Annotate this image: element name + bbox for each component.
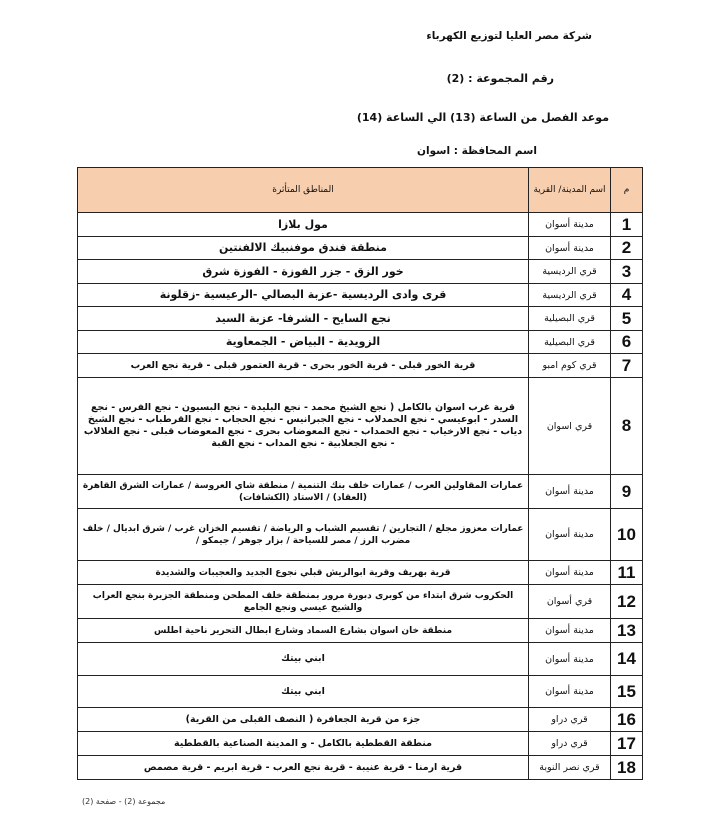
page-footer: مجموعة (2) - صفحة (2)	[82, 797, 166, 806]
row-number: 15	[611, 676, 643, 708]
column-header-areas: المناطق المتأثرة	[78, 168, 529, 213]
row-number: 9	[611, 475, 643, 509]
row-number: 18	[611, 756, 643, 780]
row-areas: منطقة خان اسوان بشارع السماد وشارع ابطال التحرير ناحية اطلس	[78, 619, 529, 643]
row-areas: منطقة القططية بالكامل - و المدينة الصناعية بالقططية	[78, 732, 529, 756]
row-areas: نجع السايح - الشرفا- عزبة السيد	[78, 307, 529, 331]
row-number: 14	[611, 643, 643, 676]
row-areas: قرية غرب اسوان بالكامل ( نجع الشيخ محمد - نجع البليدة - نجع البسيون - نجع الفرس - نجع السدر - ابوعيسي - نجع الحمدلاب - نجع الجبرانيس - نجع الحجاب - نجع القرطباب - نجع الشيخ دياب - نجع الارخياب - نجع الحمداب - نجع المعوضاب بحرى - نجع المعوضاب قبلى - نجع الغلالاب - نجع الجعلابية - نجع المداب - نجع القبة	[78, 378, 529, 475]
row-areas: خور الزق - جزر الفوزة - الفوزة شرق	[78, 260, 529, 284]
row-areas: منطقة فندق موفنبيك الالفنتين	[78, 237, 529, 260]
table-header-row	[78, 168, 643, 213]
row-number: 6	[611, 331, 643, 354]
company-name: شركة مصر العليا لتوزيع الكهرباء	[426, 30, 592, 42]
row-areas: مول بلازا	[78, 213, 529, 237]
row-city: مدينة أسوان	[529, 213, 611, 237]
row-areas: جزء من قرية الجعافرة ( النصف القبلى من القرية)	[78, 708, 529, 732]
table-row	[78, 378, 643, 475]
table-row	[78, 237, 643, 260]
table-row	[78, 475, 643, 509]
row-areas: عمارات المقاولين العرب / عمارات خلف بنك التنمية / منطقة شاي العروسة / عمارات الشرق القاهرة (العقاد) / الاستاد (الكشافات)	[78, 475, 529, 509]
row-areas: عمارات معزوز مجلع / التجارين / تقسيم الشباب و الرياضة / تقسيم الخزان غرب / شرق ابديال / خلف مضرب الرز / مصر للسياحة / بزار جوهر / جيمكو /	[78, 509, 529, 561]
row-number: 12	[611, 585, 643, 619]
table-row	[78, 354, 643, 378]
cut-time: موعد الفصل من الساعة (13) الي الساعة (14)	[356, 111, 609, 124]
table-row	[78, 331, 643, 354]
row-city: مدينة أسوان	[529, 561, 611, 585]
table-row	[78, 756, 643, 780]
table-row	[78, 676, 643, 708]
table-row	[78, 509, 643, 561]
row-number: 10	[611, 509, 643, 561]
row-number: 3	[611, 260, 643, 284]
row-number: 4	[611, 284, 643, 307]
table-row	[78, 619, 643, 643]
table-row	[78, 708, 643, 732]
table-row	[78, 585, 643, 619]
table-row	[78, 260, 643, 284]
row-city: قري أسوان	[529, 585, 611, 619]
row-areas: الزويدية - البياض - الجمعاوية	[78, 331, 529, 354]
row-city: قري الرديسية	[529, 284, 611, 307]
row-areas: الحكروب شرق ابتداء من كوبرى دبورة مرور بمنطقة خلف المطحن ومنطقة الجزيرة بنجع العراب والشيخ عيسي ونجع الجامع	[78, 585, 529, 619]
row-number: 13	[611, 619, 643, 643]
row-areas: قرية الخور قبلى - قرية الخور بحرى - قرية العتمور قبلى - قرية نجع العرب	[78, 354, 529, 378]
governorate-name: اسم المحافظة : اسوان	[417, 145, 537, 157]
row-city: قري الرديسية	[529, 260, 611, 284]
row-city: مدينة أسوان	[529, 509, 611, 561]
row-city: قري دراو	[529, 732, 611, 756]
table-row	[78, 561, 643, 585]
row-city: مدينة أسوان	[529, 619, 611, 643]
row-areas: ابني بيتك	[78, 676, 529, 708]
row-city: قري اسوان	[529, 378, 611, 475]
table-row	[78, 307, 643, 331]
row-number: 17	[611, 732, 643, 756]
column-header-num: م	[611, 168, 643, 213]
row-areas: قرية ارمنا - قرية عنيبة - قرية نجع العرب - قرية ابريم - قرية مصمص	[78, 756, 529, 780]
table-row	[78, 284, 643, 307]
row-city: قري كوم امبو	[529, 354, 611, 378]
row-number: 7	[611, 354, 643, 378]
table-row	[78, 213, 643, 237]
table-row	[78, 643, 643, 676]
row-areas: قرى وادى الرديسية -عزبة البصالي -الرعيسية -زقلونة	[78, 284, 529, 307]
row-number: 16	[611, 708, 643, 732]
column-header-city: اسم المدينة/ القرية	[529, 168, 611, 213]
row-number: 5	[611, 307, 643, 331]
row-city: قري نصر النوبة	[529, 756, 611, 780]
row-number: 1	[611, 213, 643, 237]
table-row	[78, 732, 643, 756]
row-city: مدينة أسوان	[529, 676, 611, 708]
row-city: مدينة أسوان	[529, 643, 611, 676]
row-city: قري البصيلية	[529, 307, 611, 331]
row-city: مدينة أسوان	[529, 475, 611, 509]
group-number: رقم المجموعة : (2)	[446, 72, 554, 85]
row-number: 11	[611, 561, 643, 585]
row-city: قري البصيلية	[529, 331, 611, 354]
row-city: قري دراو	[529, 708, 611, 732]
row-city: مدينة أسوان	[529, 237, 611, 260]
row-number: 2	[611, 237, 643, 260]
row-areas: قرية بهريف وقرية ابوالريش قبلي نجوع الجديد والعجيبات والشديدة	[78, 561, 529, 585]
row-areas: ابني بيتك	[78, 643, 529, 676]
row-number: 8	[611, 378, 643, 475]
outage-schedule-table	[77, 167, 643, 780]
